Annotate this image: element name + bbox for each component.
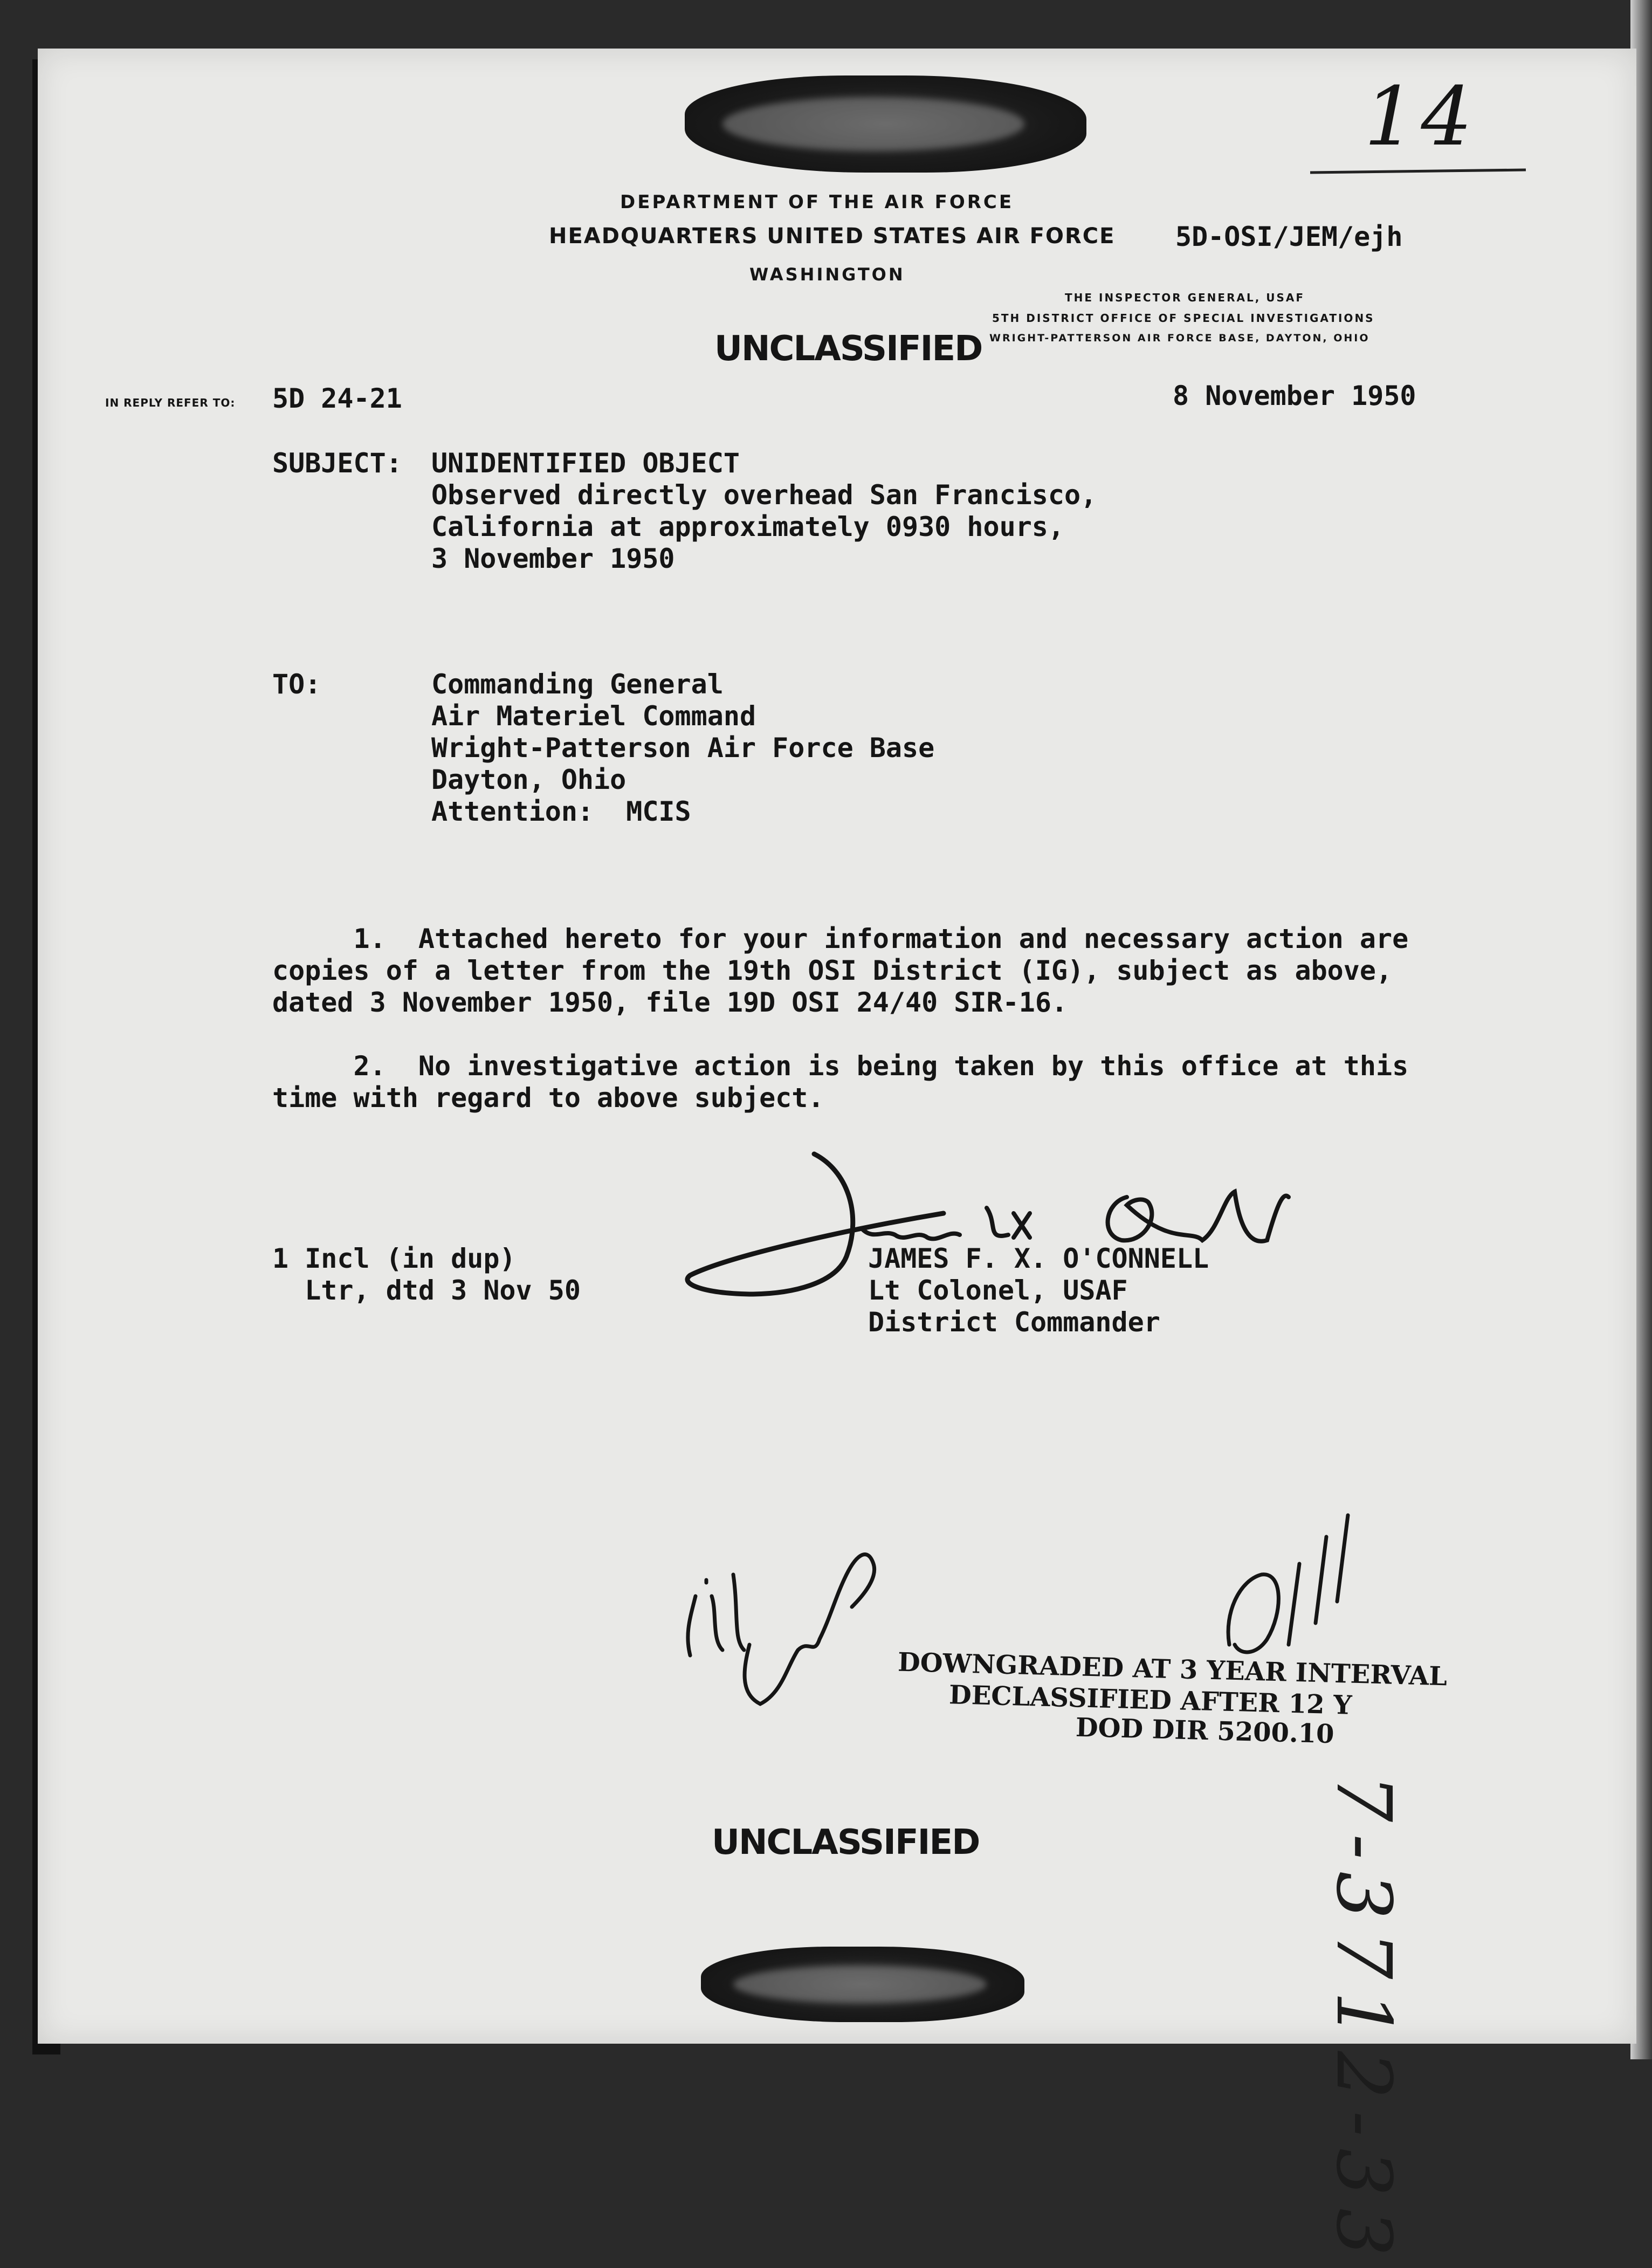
to-line: Air Materiel Command (431, 700, 756, 732)
classification-stamp-top: UNCLASSIFIED (714, 329, 982, 369)
page-number-underline (1310, 167, 1526, 178)
reply-number: 5D 24-21 (272, 383, 402, 414)
paragraph-line: time with regard to above subject. (272, 1082, 824, 1114)
letterhead-department: DEPARTMENT OF THE AIR FORCE (620, 191, 1014, 213)
reply-label: IN REPLY REFER TO: (105, 396, 236, 409)
office-line-inspector-general: THE INSPECTOR GENERAL, USAF (1065, 291, 1305, 304)
classification-stamp-bottom: UNCLASSIFIED (712, 1823, 980, 1862)
margin-file-annotation: 7-3712-33 (1319, 1774, 1407, 2268)
signer-title: District Commander (868, 1307, 1160, 1338)
paragraph-line: dated 3 November 1950, file 19D OSI 24/40 SIR-16. (272, 987, 1068, 1018)
paragraph-1 (272, 923, 1408, 1019)
signer-name: JAMES F. X. O'CONNELL (868, 1243, 1209, 1274)
paragraph-line: 1. Attached hereto for your information and necessary action are (272, 923, 1409, 954)
paragraph-line: copies of a letter from the 19th OSI District (IG), subject as above, (272, 955, 1393, 986)
downgrade-stamp-line-1: DOWNGRADED AT 3 YEAR INTERVAL (897, 1647, 1448, 1692)
handwritten-mark (1219, 1504, 1359, 1677)
file-code: 5D-OSI/JEM/ejh (1175, 221, 1403, 252)
enclosure-line-1: 1 Incl (in dup) (272, 1243, 516, 1274)
office-line-base: WRIGHT-PATTERSON AIR FORCE BASE, DAYTON, OHIO (989, 332, 1370, 344)
handwritten-initials (674, 1531, 900, 1726)
subject-label: SUBJECT: (272, 448, 402, 479)
subject-line: UNIDENTIFIED OBJECT (431, 448, 740, 479)
to-line: Dayton, Ohio (431, 764, 627, 795)
bottom-redaction-blot (701, 1947, 1024, 2022)
signer-rank: Lt Colonel, USAF (868, 1275, 1128, 1306)
subject-line: Observed directly overhead San Francisco, (431, 479, 1097, 511)
letterhead-headquarters: HEADQUARTERS UNITED STATES AIR FORCE (549, 224, 1116, 249)
letterhead-washington: WASHINGTON (749, 264, 905, 285)
handwritten-page-number: 14 (1364, 70, 1478, 164)
to-label: TO: (272, 669, 321, 700)
paragraph-2 (272, 1050, 1408, 1114)
to-line: Wright-Patterson Air Force Base (431, 732, 935, 764)
downgrade-stamp-line-3: DOD DIR 5200.10 (1075, 1712, 1335, 1750)
subject-line: 3 November 1950 (431, 543, 675, 574)
subject-lines (431, 448, 1097, 575)
downgrade-stamp-line-2: DECLASSIFIED AFTER 12 Y (948, 1680, 1353, 1721)
office-line-district: 5TH DISTRICT OFFICE OF SPECIAL INVESTIGATIONS (992, 312, 1375, 325)
top-redaction-blot (685, 75, 1086, 173)
to-line: Commanding General (431, 669, 724, 700)
paragraph-line: 2. No investigative action is being taken by this office at this (272, 1050, 1409, 1082)
subject-line: California at approximately 0930 hours, (431, 511, 1064, 542)
to-line: Attention: MCIS (431, 796, 691, 827)
to-lines (431, 669, 934, 828)
enclosure-line-2: Ltr, dtd 3 Nov 50 (272, 1275, 581, 1306)
letter-date: 8 November 1950 (1173, 380, 1416, 411)
